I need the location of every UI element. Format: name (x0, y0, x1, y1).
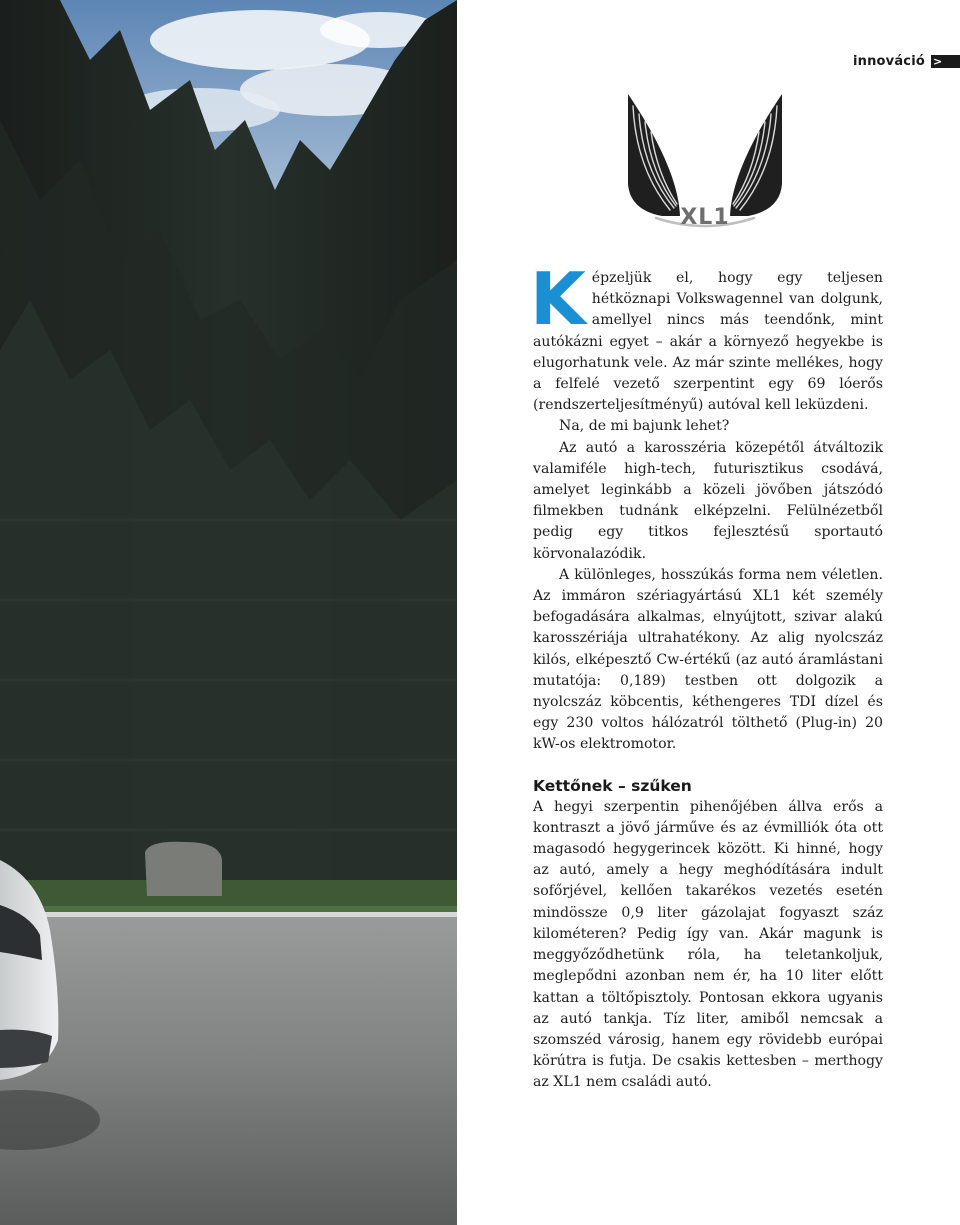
xl1-logo (620, 88, 790, 236)
article-paragraph-2: Na, de mi bajunk lehet? (559, 418, 730, 435)
hero-photo (0, 0, 457, 1225)
article-intro (530, 257, 883, 416)
article-paragraph-3: Az autó a karosszéria közepétől átváltozik valamiféle high-tech, futurisztikus csodává, amelyet leginkább a közeli jövőben játszódó filmekben tudnánk elképzelni. Felülnézetből pedig egy titkos fejlesztésű sportautó körvonalazódik. (533, 439, 883, 562)
logo-text: XL1 (680, 205, 730, 230)
section-arrow: > (931, 55, 960, 68)
dropcap: K (530, 257, 586, 341)
article-subhead: Kettőnek – szűken (533, 776, 692, 795)
article-body (530, 257, 883, 1094)
section-tag (853, 52, 960, 70)
article-paragraph-4: A különleges, hosszúkás forma nem véletlen. Az immáron szériagyártású XL1 két személy befogadására alkalmas, elnyújtott, szivar alakú karosszériája ultrahatékony. Az alig nyolcszáz kilós, elképesztő Cw-értékű (az autó áramlástani mutatója: 0,189) testben ott dolgozik a nyolcszáz köbcentis, kéthengeres TDI dízel és egy 230 voltos hálózatról tölthető (Plug-in) 20 kW-os elektromotor. (533, 566, 883, 753)
article-paragraph-1: épzeljük el, hogy egy teljesen hétköznapi Volkswagennel van dolgunk, amellyel nincs más teendőnk, mint autókázni egyet – akár a környező hegyekbe is elugorhatunk vele. Az már szinte mellékes, hogy a felfelé vezető szerpentint egy 69 lóerős (rendszerteljesítményű) autóval kell leküzdeni. (533, 270, 883, 414)
section-label: innováció (852, 53, 925, 69)
article-paragraph-5: A hegyi szerpentin pihenőjében állva erős a kontraszt a jövő járműve és az évmilliók óta ott magasodó hegygerincek között. Ki hinné, hogy az autó, amely a hegy meghódítására indult sofőrjével, kellően takarékos vezetés esetén mindössze 0,9 liter gázolajat fogyaszt száz kilométeren? Pedig így van. Akár magunk is meggyőződhetünk róla, ha teletankoljuk, meglepődni azonban nem ér, ha 10 liter előtt kattan a töltőpisztoly. Pontosan ekkora ugyanis az autó tankja. Tíz liter, amiből nemcsak a szomszéd városig, hanem egy rövidebb európai körútra is futja. De csakis kettesben – merthogy az XL1 nem családi autó. (533, 798, 883, 1091)
